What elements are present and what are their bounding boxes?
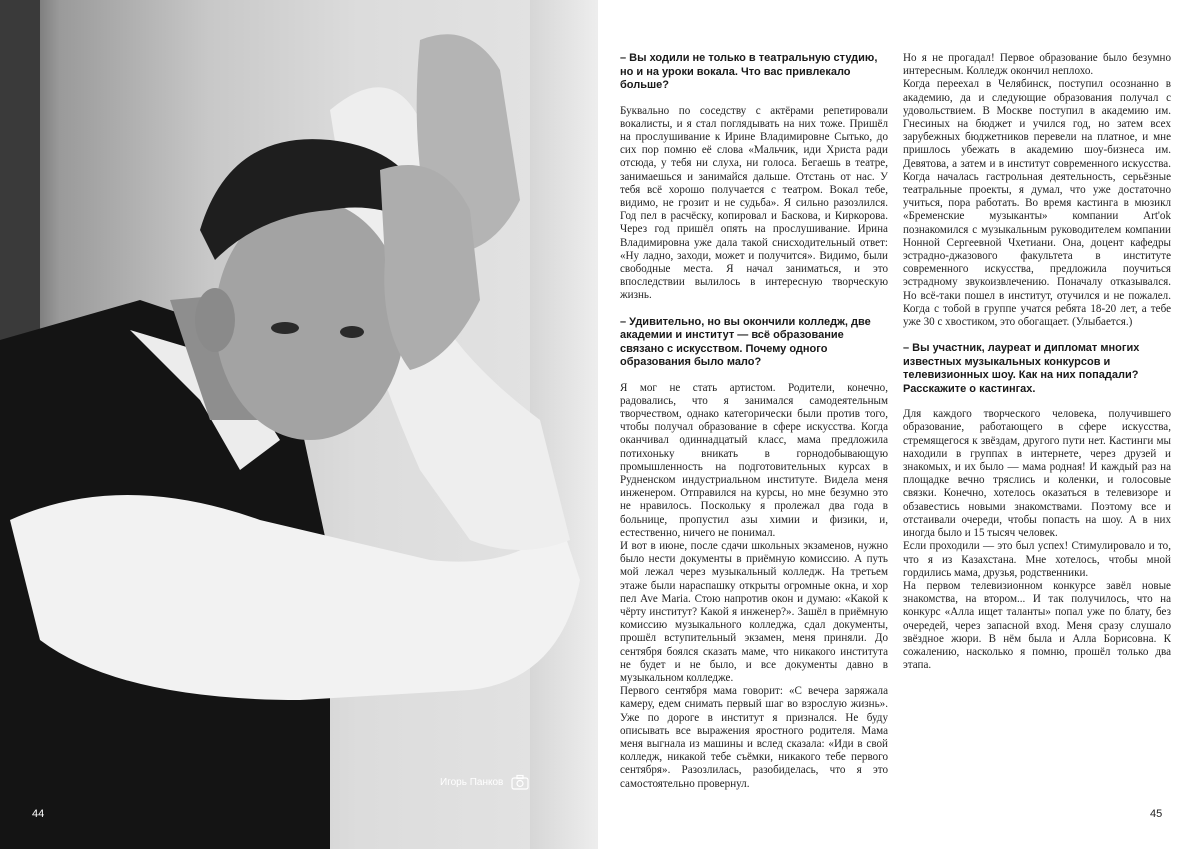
left-page-photo xyxy=(0,0,598,849)
answer-2-paragraph-4: Но я не прогадал! Первое образование было безумно интересным. Колледж окончил неплохо. xyxy=(903,52,1171,78)
answer-2-paragraph-3: Первого сентября мама говорит: «С вечера заряжала камеру, едем снимать первый шаг во взрослую жизнь». Уже по дороге в институт я признался. Не буду описывать все выражения яростного родителя. Мама меня выгнала из машины и вслед сказала: «Иди в свой колледж, никакой тебе съёмки, никакого тебе первого сентября». Разозлилась, разобиделась, что я это самостоятельно провернул. xyxy=(620,685,888,790)
question-3: – Вы участник, лауреат и дипломат многих известных музыкальных конкурсов и телевизионных шоу. Как на них попадали? Расскажите о кастингах. xyxy=(903,342,1140,395)
text-column-2 xyxy=(903,52,1171,672)
photo-credit xyxy=(440,774,529,790)
question-2: – Удивительно, но вы окончили колледж, две академии и институт — всё образование связано с искусством. Почему одного образования было мало? xyxy=(620,315,871,369)
page-number-right: 45 xyxy=(1150,808,1163,820)
answer-3-paragraph-1: Для каждого творческого человека, получившего образование, работающего в сфере искусства, стремящегося к звёздам, другого пути нет. Кастинги мы находили в группах в интернете, через друзей и знакомых, и их было — мама родная! И каждый раз на площадке вечно тряслись и коленки, и голосовые связки. Конечно, хотелось оказаться в телевизоре и обзавестись новыми знакомствами. Поэтому все и отстаивали очереди, чтобы попасть на шоу. А в них иногда было и 15 тысяч человек. xyxy=(903,408,1171,540)
answer-2-paragraph-2: И вот в июне, после сдачи школьных экзаменов, нужно было нести документы в приёмную комиссию. А путь мой лежал через музыкальный колледж. На третьем этаже были нараспашку открыты огромные окна, и хор пел Ave Maria. Стою напротив окон и думаю: «Какой к чёрту институт? Какой я инженер?». Зашёл в приёмную комиссию музыкального колледжа, сдал документы, прошёл вступительный экзамен, меня приняли. До сентября боялся сказать маме, что никакого института не будет и не было, и все документы давно в музыкальном колледже. xyxy=(620,539,888,685)
portrait-photo xyxy=(0,0,598,849)
answer-3-paragraph-2: Если проходили — это был успех! Стимулировало и то, что я из Казахстана. Мне хотелось, чтобы мной гордились мама, друзья, родственники. xyxy=(903,540,1171,579)
page-number-left: 44 xyxy=(32,808,45,820)
answer-2-paragraph-5: Когда переехал в Челябинск, поступил осознанно в академию, да и следующие образования получал с удовольствием. В Москве поступил в академию им. Гнесиных на бюджет и учился год, но затем всех зарубежных бюджетников перевели на платное, и мне пришлось убежать в академию шоу-бизнеса им. Девятова, а затем и в институт современного искусства. Когда началась гастрольная деятельность, серьёзные театральные проекты, я думал, что уже достаточно учиться, пора работать. Во время кастинга в мюзикл «Бременские музыканты» компании Art'ok познакомился с музыкальным руководителем компании Нонной Сергеевной Чхетиани. Она, доцент кафедры эстрадно-джазового факультета в институте современного искусства, предложила поучиться эстрадному звукоизвлечению. Поначалу отказывался. Но всё-таки пошел в институт, отучился и не пожалел. Когда с тобой в группе учатся ребята 18-20 лет, а тебе уже 30 с хвостиком, это обогащает. (Улыбается.) xyxy=(903,78,1171,329)
left-eye xyxy=(271,322,299,334)
answer-3-paragraph-3: На первом телевизионном конкурсе завёл новые знакомства, на втором... И так получилось, что на конкурс «Алла ищет таланты» попал уже по блату, без очередей, через запасной вход. Меня сразу слушало звёздное жюри. В нём была и Алла Борисовна. К сожалению, насколько я помню, прошёл только два этапа. xyxy=(903,579,1171,672)
right-eye xyxy=(340,326,364,338)
answer-1: Буквально по соседству с актёрами репетировали вокалисты, и я стал поглядывать на них тоже. Пришёл на прослушивание к Ирине Владимировне Сытько, до сих пор помню её слова «Мальчик, иди Христа ради отсюда, у тебя ни слуха, ни голоса. Бегаешь в театре, занимаешься и занимайся дальше. Отстань от нас. У тебя всё хорошо получается с театром. Вокал тебе, видимо, не грозит и не судьба». Я сильно разозлился. Год пел в расчёску, копировал и Баскова, и Киркорова. Через год пришёл опять на прослушивание. Ирина Владимировна уже дала такой снисходительный ответ: «Ну ладно, заходи, может и получится». Видимо, были свободные места. Я начал заниматься, и это впоследствии вылилось в интересную творческую жизнь. xyxy=(620,104,888,302)
text-column-1 xyxy=(620,52,888,791)
photographer-name: Игорь Панков xyxy=(440,776,504,788)
camera-icon xyxy=(511,774,529,790)
question-1: – Вы ходили не только в театральную студию, но и на уроки вокала. Что вас привлекало больше? xyxy=(620,52,878,91)
ear xyxy=(195,288,235,352)
answer-2-paragraph-1: Я мог не стать артистом. Родители, конечно, радовались, что я занимался самодеятельным творчеством, однако категорически были против того, чтобы получал образование в сфере искусства. Когда оканчивал одиннадцатый класс, мама предложила потихоньку вникать в горнодобывающую промышленность на подготовительных курсах в Рудненском индустриальном институте. Видела меня инженером. Отправился на курсы, но мне безумно это не нравилось. Поскольку я пролежал два года в больнице, пропустил азы химии и физики, и, естественно, ничего не понимал. xyxy=(620,381,888,539)
